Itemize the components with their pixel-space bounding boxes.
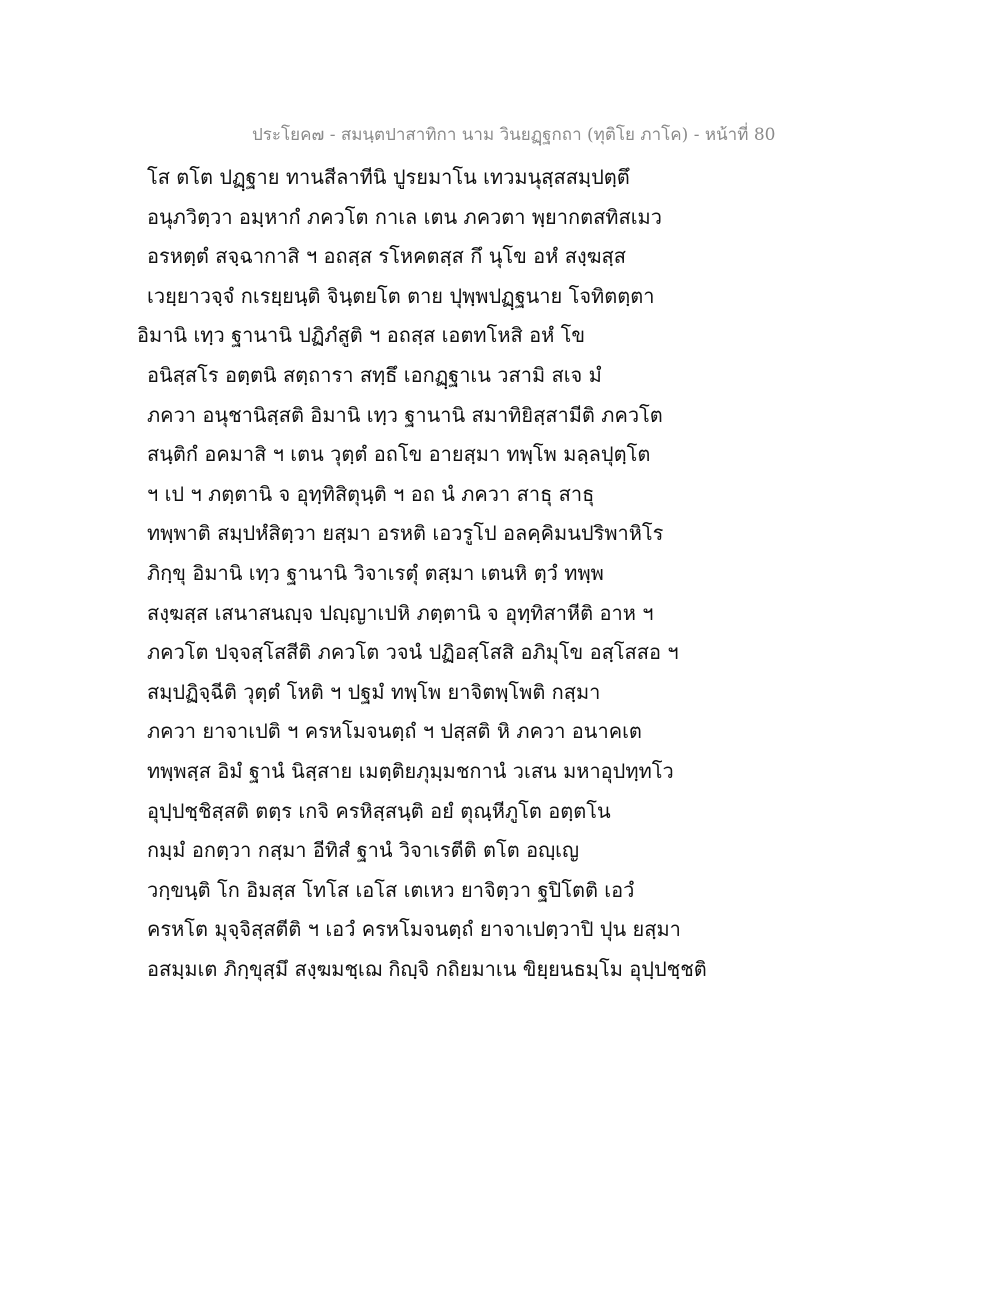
text-line-16: ทพฺพสฺส อิมํ ฐานํ นิสฺสาย เมตฺติยภุมฺมชกานํ วเสน มหาอุปทฺทโว xyxy=(147,758,674,783)
text-line-21: อสมฺมเต ภิกฺขุสฺมึ สงฺฆมชฺเฌ กิญฺจิ กถิยมาเน ขิยฺยนธมฺโม อุปฺปชฺชติ xyxy=(147,956,707,981)
text-line-2: อนุภวิตฺวา อมฺหากํ ภควโต กาเล เตน ภควตา พฺยากตสทิสเมว xyxy=(147,204,662,229)
text-line-5: อิมานิ เทฺว ฐานานิ ปฏิภํสูติ ฯ อถสฺส เอตทโหสิ อหํ โข xyxy=(137,323,586,348)
text-line-11: ภิกฺขุ อิมานิ เทฺว ฐานานิ วิจาเรตุํ ตสฺมา เตนหิ ตฺวํ ทพฺพ xyxy=(147,560,604,585)
text-line-9: ฯ เป ฯ ภตฺตานิ จ อุทฺทิสิตุนฺติ ฯ อถ นํ ภควา สาธุ สาธุ xyxy=(147,481,595,506)
text-line-4: เวยฺยาวจฺจํ กเรยฺยนฺติ จินฺตยโต ตาย ปุพฺพปฏฺฐนาย โจทิตตฺตา xyxy=(147,283,655,308)
text-line-15: ภควา ยาจาเปติ ฯ ครหโมจนตฺถํ ฯ ปสฺสติ หิ ภควา อนาคเต xyxy=(147,719,642,744)
text-line-10: ทพฺพาติ สมฺปหํสิตฺวา ยสฺมา อรหติ เอวรูโป อลคฺคิมนปริพาหิโร xyxy=(147,521,664,546)
text-line-17: อุปฺปชฺชิสฺสติ ตตฺร เกจิ ครหิสฺสนฺติ อยํ ตุณฺหีภูโต อตฺตโน xyxy=(147,798,611,823)
text-line-19: วกฺขนฺติ โก อิมสฺส โทโส เอโส เตเหว ยาจิตฺวา ฐปิโตติ เอวํ xyxy=(147,877,635,902)
text-line-12: สงฺฆสฺส เสนาสนญฺจ ปญฺญาเปหิ ภตฺตานิ จ อุทฺทิสาหีติ อาห ฯ xyxy=(147,600,654,625)
text-line-18: กมฺมํ อกตฺวา กสฺมา อีทิสํ ฐานํ วิจาเรตีติ ตโต อญฺเญ xyxy=(147,838,580,863)
running-header: ประโยค๗ - สมนฺตปาสาทิกา นาม วินยฏฺฐกถา (ทุติโย ภาโค) - หน้าที่ 80 xyxy=(252,125,776,145)
body-text xyxy=(137,158,737,989)
text-line-1: โส ตโต ปฏฺฐาย ทานสีลาทีนิ ปูรยมาโน เทวมนุสฺสสมฺปตฺตึ xyxy=(147,165,630,189)
text-line-20: ครหโต มุจฺจิสฺสตีติ ฯ เอวํ ครหโมจนตฺถํ ยาจาเปตฺวาปิ ปุน ยสฺมา xyxy=(147,917,681,942)
text-line-14: สมฺปฏิจฺฉีติ วุตฺตํ โหติ ฯ ปฐมํ ทพฺโพ ยาจิตพฺโพติ กสฺมา xyxy=(147,679,601,704)
text-line-8: สนฺติกํ อคมาสิ ฯ เตน วุตฺตํ อถโข อายสฺมา ทพฺโพ มลฺลปุตฺโต xyxy=(147,442,651,467)
text-line-13: ภควโต ปจฺจสฺโสสีติ ภควโต วจนํ ปฏิอสฺโสสิ อภิมุโข อสฺโสสอ ฯ xyxy=(147,640,679,665)
text-line-6: อนิสฺสโร อตฺตนิ สตฺถารา สทฺธึ เอกฏฺฐาเน วสามิ สเจ มํ xyxy=(147,362,602,387)
text-line-3: อรหตฺตํ สจฺฉากาสิ ฯ อถสฺส รโหคตสฺส กึ นุโข อหํ สงฺฆสฺส xyxy=(147,244,626,269)
text-line-7: ภควา อนุชานิสฺสติ อิมานิ เทฺว ฐานานิ สมาทิยิสฺสามีติ ภควโต xyxy=(147,402,663,427)
